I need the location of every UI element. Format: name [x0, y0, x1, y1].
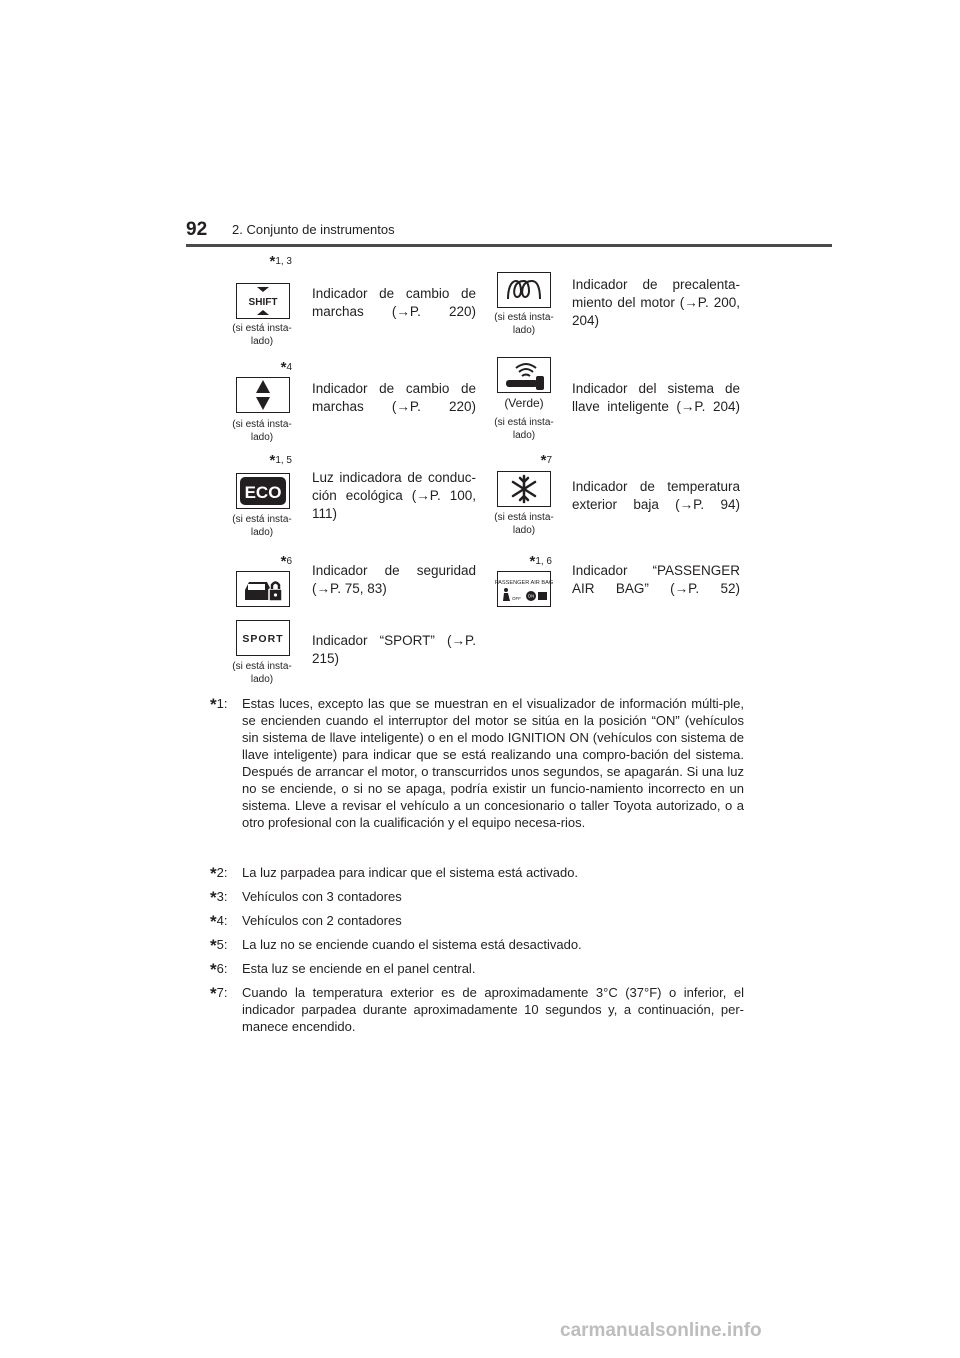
footnote-text: Esta luz se enciende en el panel central. [242, 961, 476, 976]
color-note: (Verde) [504, 396, 544, 410]
snowflake-icon [497, 471, 551, 507]
footnote-text: La luz no se enciende cuando el sistema está desactivado. [242, 937, 582, 952]
indicator-description: Indicador “SPORT” (→P. 215) [312, 633, 476, 666]
footnote-mark: *1, 3 [269, 253, 292, 270]
eco-icon-text: ECO [244, 483, 282, 502]
security-icon [236, 571, 290, 607]
airbag-off-text: OFF [512, 596, 521, 601]
sport-icon-text: SPORT [242, 633, 284, 645]
shift-icon-text: SHIFT [248, 297, 278, 308]
glow-plug-icon [497, 272, 551, 308]
indicator-description: Indicador de seguridad (→P. 75, 83) [312, 563, 476, 596]
footnote-text: Vehículos con 3 contadores [242, 889, 402, 904]
footnote-label: *4: [210, 912, 228, 932]
indicator-description: Indicador de cambio de marchas (→P. 220) [312, 381, 476, 414]
watermark: carmanualsonline.info [560, 1320, 762, 1341]
indicator-description: Indicador del sistema de llave inteligente (→P. 204) [572, 381, 740, 414]
footnote-label: *1: [210, 695, 228, 715]
footnote-mark: *7 [540, 452, 552, 469]
footnote-mark: *1, 6 [529, 553, 552, 570]
indicator-description: Luz indicadora de conduc-ción ecológica (→P. 100, 111) [312, 470, 476, 521]
installed-note: (si está insta-lado) [232, 419, 292, 443]
indicator-description: Indicador de cambio de marchas (→P. 220) [312, 286, 476, 319]
indicator-description: Indicador de temperatura exterior baja (→P. 94) [572, 479, 740, 512]
airbag-icon-text: PASSENGER AIR BAG [494, 580, 554, 586]
footnote-label: *3: [210, 888, 228, 908]
footnote-mark: *1, 5 [269, 452, 292, 469]
footnote-label: *2: [210, 864, 228, 884]
shift-arrows-icon [236, 377, 290, 413]
footnote-4 [210, 912, 744, 932]
indicator-description: Indicador “PASSENGER AIR BAG” (→P. 52) [572, 563, 740, 596]
installed-note: (si está insta-lado) [232, 661, 292, 685]
footnote-1 [210, 695, 744, 831]
section-title: 2. Conjunto de instrumentos [232, 222, 395, 237]
installed-note: (si está insta-lado) [494, 512, 554, 536]
footnote-2 [210, 864, 744, 884]
footnote-mark: *4 [280, 359, 292, 376]
footnote-label: *5: [210, 936, 228, 956]
footnote-6 [210, 960, 744, 980]
page-number: 92 [186, 219, 208, 240]
smart-key-icon [497, 357, 551, 393]
footnote-label: *7: [210, 984, 228, 1004]
shift-indicator-icon [236, 283, 290, 319]
footnote-text: Cuando la temperatura exterior es de aproximadamente 3°C (37°F) o inferior, el indicador parpadea durante aproximadamente 10 segundos y, a continuación, per-manece encendido. [242, 985, 744, 1034]
header-rule [186, 244, 832, 247]
passenger-airbag-icon [494, 571, 554, 607]
footnote-text: Vehículos con 2 contadores [242, 913, 402, 928]
footnote-label: *6: [210, 960, 228, 980]
footnote-mark: *6 [280, 553, 292, 570]
indicator-description: Indicador de precalenta-miento del motor (→P. 200, 204) [572, 277, 740, 328]
footnote-7 [210, 984, 744, 1035]
installed-note: (si está insta-lado) [494, 312, 554, 336]
footnote-text: La luz parpadea para indicar que el sistema está activado. [242, 865, 579, 880]
installed-note: (si está insta-lado) [232, 514, 292, 538]
installed-note: (si está insta-lado) [232, 323, 292, 347]
footnote-3 [210, 888, 744, 908]
sport-icon [236, 620, 290, 656]
installed-note: (si está insta-lado) [494, 417, 554, 441]
eco-icon [236, 473, 290, 509]
airbag-on-text: ON [527, 593, 535, 599]
footnote-text: Estas luces, excepto las que se muestran en el visualizador de información múlti-ple, se encienden cuando el interruptor del motor se sitúa en la posición “ON” (vehículos sin sistema de llave inteligente) o en el modo IGNITION ON (vehículos con sistema de llave inteligente) para indicar que se está realizando una compro-bación del sistema. Después de arrancar el motor, o transcurridos unos segundos, se apagarán. Si una luz no se enciende, o si no se apaga, podría existir un funcio-namiento incorrecto en un sistema. Lleve a revisar el vehículo a un concesionario o taller Toyota autorizado, o a otro profesional con la cualificación y el equipo necesa-rios. [242, 696, 744, 830]
footnote-5 [210, 936, 744, 956]
